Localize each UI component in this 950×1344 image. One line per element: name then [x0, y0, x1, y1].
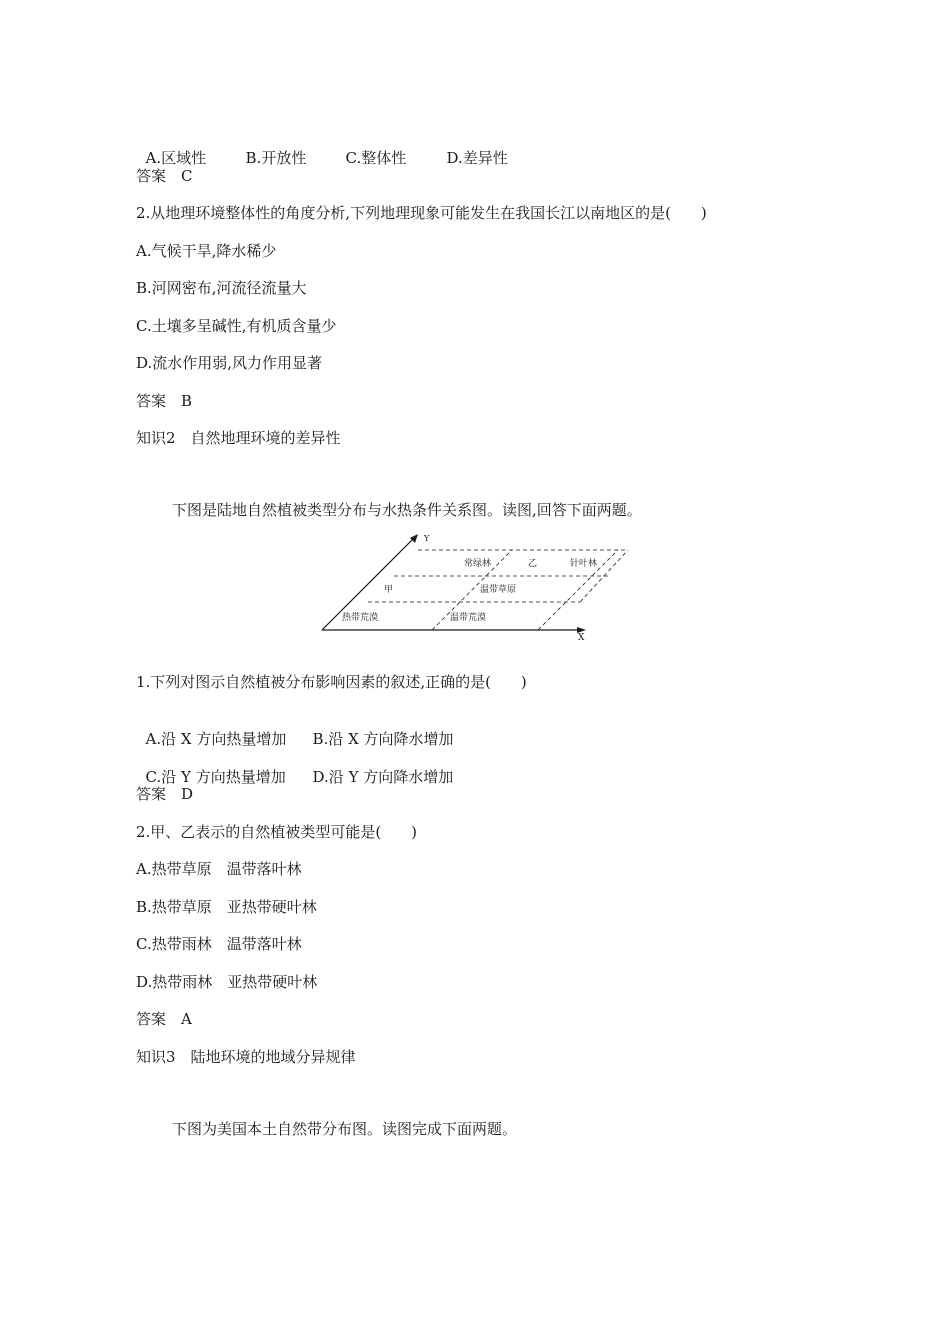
x-axis-label: X	[578, 633, 585, 643]
q1-row2	[136, 747, 453, 787]
vegetation-diagram	[318, 532, 598, 644]
q2a-answer: 答案 B	[136, 392, 193, 410]
q1-option-c: C.沿 Y 方向热量增加	[145, 768, 286, 786]
q2a-option-c: C.土壤多呈碱性,有机质含量少	[136, 317, 337, 335]
label-top-2: 乙	[528, 559, 538, 569]
q0-option-d: D.差异性	[446, 149, 508, 167]
q2b-stem: 2.甲、乙表示的自然植被类型可能是( )	[136, 823, 418, 841]
grid-right-border	[580, 550, 628, 602]
section3-heading: 知识3 陆地环境的地域分异规律	[136, 1048, 356, 1066]
q1-option-d: D.沿 Y 方向降水增加	[312, 768, 454, 786]
q2b-option-c: C.热带雨林 温带落叶林	[136, 935, 302, 953]
q1-row1	[136, 709, 454, 749]
label-mid-1: 甲	[384, 585, 394, 595]
q1-option-a: A.沿 X 方向热量增加	[145, 730, 287, 748]
q0-answer: 答案 C	[136, 167, 193, 185]
q0-option-b: B.开放性	[245, 149, 307, 167]
q2a-option-d: D.流水作用弱,风力作用显著	[136, 354, 323, 372]
q1-stem: 1.下列对图示自然植被分布影响因素的叙述,正确的是( )	[136, 673, 527, 691]
q0-option-c: C.整体性	[345, 149, 407, 167]
q2b-option-b: B.热带草原 亚热带硬叶林	[136, 898, 317, 916]
y-axis-label: Y	[424, 534, 430, 543]
q2a-option-a: A.气候干旱,降水稀少	[136, 242, 277, 260]
y-axis-arrow	[410, 534, 418, 543]
label-top-3: 针叶林	[570, 559, 598, 569]
q0-options	[136, 128, 508, 168]
q2a-option-b: B.河网密布,河流径流量大	[136, 279, 307, 297]
q1-option-b: B.沿 X 方向降水增加	[312, 730, 454, 748]
q2b-answer: 答案 A	[136, 1010, 192, 1028]
label-bot-1: 热带荒漠	[342, 613, 379, 623]
section2-intro: 下图是陆地自然植被类型分布与水热条件关系图。读图,回答下面两题。	[172, 501, 642, 519]
label-bot-2: 温带荒漠	[450, 613, 487, 623]
label-top-1: 常绿林	[464, 559, 492, 569]
q2a-stem: 2.从地理环境整体性的角度分析,下列地理现象可能发生在我国长江以南地区的是( )	[136, 204, 707, 222]
q2b-option-a: A.热带草原 温带落叶林	[136, 860, 302, 878]
q2b-option-d: D.热带雨林 亚热带硬叶林	[136, 973, 318, 991]
section2-heading: 知识2 自然地理环境的差异性	[136, 429, 341, 447]
q0-option-a: A.区域性	[145, 149, 207, 167]
q1-answer: 答案 D	[136, 785, 194, 803]
section3-intro: 下图为美国本土自然带分布图。读图完成下面两题。	[172, 1120, 518, 1138]
label-mid-2: 温带草原	[480, 585, 517, 595]
